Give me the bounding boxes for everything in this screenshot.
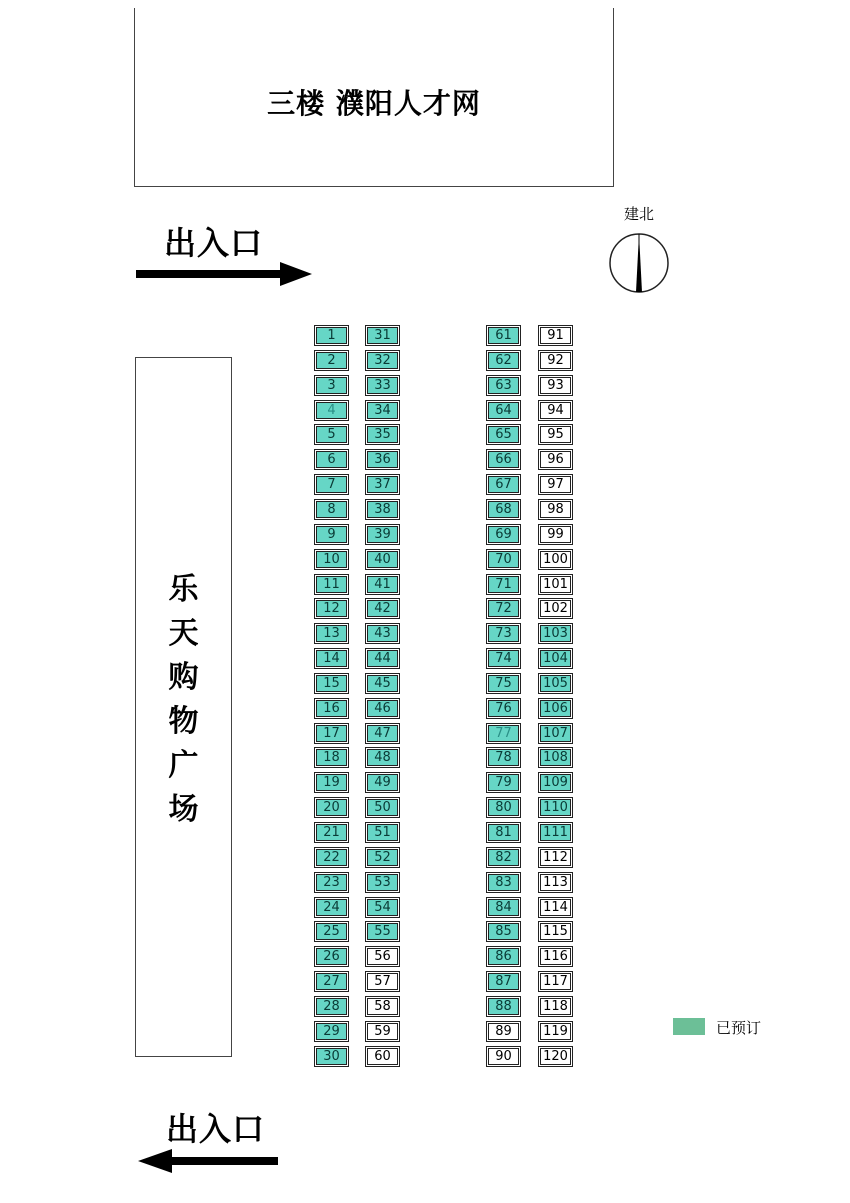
booth-115: 115 [540, 923, 571, 940]
booth-13: 13 [316, 625, 347, 642]
booth-117: 117 [540, 973, 571, 990]
booth-116: 116 [540, 948, 571, 965]
arrow-left-icon [138, 1149, 280, 1173]
booth-94: 94 [540, 402, 571, 419]
booth-39: 39 [367, 526, 398, 543]
booth-47: 47 [367, 725, 398, 742]
booth-6: 6 [316, 451, 347, 468]
booth-83: 83 [488, 874, 519, 891]
booth-46: 46 [367, 700, 398, 717]
booth-7: 7 [316, 476, 347, 493]
booth-77: 77 [488, 725, 519, 742]
booth-34: 34 [367, 402, 398, 419]
booth-111: 111 [540, 824, 571, 841]
booth-67: 67 [488, 476, 519, 493]
booth-75: 75 [488, 675, 519, 692]
booth-106: 106 [540, 700, 571, 717]
booth-76: 76 [488, 700, 519, 717]
booth-72: 72 [488, 600, 519, 617]
booth-27: 27 [316, 973, 347, 990]
booth-25: 25 [316, 923, 347, 940]
booth-92: 92 [540, 352, 571, 369]
top-hall-label: 三楼 濮阳人才网 [267, 87, 481, 120]
booth-59: 59 [367, 1023, 398, 1040]
booth-118: 118 [540, 998, 571, 1015]
booth-35: 35 [367, 426, 398, 443]
booth-36: 36 [367, 451, 398, 468]
booth-86: 86 [488, 948, 519, 965]
booth-65: 65 [488, 426, 519, 443]
booth-8: 8 [316, 501, 347, 518]
booth-32: 32 [367, 352, 398, 369]
booth-52: 52 [367, 849, 398, 866]
booth-100: 100 [540, 551, 571, 568]
booth-9: 9 [316, 526, 347, 543]
booth-96: 96 [540, 451, 571, 468]
booth-28: 28 [316, 998, 347, 1015]
booth-108: 108 [540, 749, 571, 766]
booth-63: 63 [488, 377, 519, 394]
booth-107: 107 [540, 725, 571, 742]
booth-16: 16 [316, 700, 347, 717]
mall-label-text: 乐天购物广场 [168, 572, 199, 827]
booth-50: 50 [367, 799, 398, 816]
booth-33: 33 [367, 377, 398, 394]
booth-84: 84 [488, 899, 519, 916]
booth-69: 69 [488, 526, 519, 543]
booth-61: 61 [488, 327, 519, 344]
booth-14: 14 [316, 650, 347, 667]
booth-23: 23 [316, 874, 347, 891]
booth-2: 2 [316, 352, 347, 369]
booth-19: 19 [316, 774, 347, 791]
booth-41: 41 [367, 576, 398, 593]
booth-114: 114 [540, 899, 571, 916]
booth-102: 102 [540, 600, 571, 617]
booth-80: 80 [488, 799, 519, 816]
booth-5: 5 [316, 426, 347, 443]
booth-104: 104 [540, 650, 571, 667]
compass-label: 建北 [623, 205, 654, 223]
booth-120: 120 [540, 1048, 571, 1065]
booth-82: 82 [488, 849, 519, 866]
booth-42: 42 [367, 600, 398, 617]
booth-51: 51 [367, 824, 398, 841]
entrance-top-label: 出入口 [164, 224, 264, 262]
booth-44: 44 [367, 650, 398, 667]
booth-53: 53 [367, 874, 398, 891]
booth-81: 81 [488, 824, 519, 841]
booth-112: 112 [540, 849, 571, 866]
booth-97: 97 [540, 476, 571, 493]
booth-22: 22 [316, 849, 347, 866]
booth-48: 48 [367, 749, 398, 766]
booth-88: 88 [488, 998, 519, 1015]
booth-55: 55 [367, 923, 398, 940]
booth-71: 71 [488, 576, 519, 593]
booth-73: 73 [488, 625, 519, 642]
booth-20: 20 [316, 799, 347, 816]
booth-49: 49 [367, 774, 398, 791]
booth-119: 119 [540, 1023, 571, 1040]
booth-54: 54 [367, 899, 398, 916]
booth-62: 62 [488, 352, 519, 369]
booth-31: 31 [367, 327, 398, 344]
booth-74: 74 [488, 650, 519, 667]
booth-78: 78 [488, 749, 519, 766]
booth-79: 79 [488, 774, 519, 791]
booth-26: 26 [316, 948, 347, 965]
booth-89: 89 [488, 1023, 519, 1040]
booth-12: 12 [316, 600, 347, 617]
booth-87: 87 [488, 973, 519, 990]
booth-58: 58 [367, 998, 398, 1015]
booth-29: 29 [316, 1023, 347, 1040]
booth-43: 43 [367, 625, 398, 642]
booth-66: 66 [488, 451, 519, 468]
booth-56: 56 [367, 948, 398, 965]
booth-37: 37 [367, 476, 398, 493]
booth-113: 113 [540, 874, 571, 891]
booth-10: 10 [316, 551, 347, 568]
booth-18: 18 [316, 749, 347, 766]
legend-booked-swatch [673, 1018, 705, 1035]
booth-30: 30 [316, 1048, 347, 1065]
booth-38: 38 [367, 501, 398, 518]
legend-booked-label: 已预订 [716, 1019, 762, 1037]
booth-101: 101 [540, 576, 571, 593]
booth-70: 70 [488, 551, 519, 568]
booth-11: 11 [316, 576, 347, 593]
booth-21: 21 [316, 824, 347, 841]
booth-91: 91 [540, 327, 571, 344]
booth-40: 40 [367, 551, 398, 568]
booth-98: 98 [540, 501, 571, 518]
booth-95: 95 [540, 426, 571, 443]
booth-68: 68 [488, 501, 519, 518]
booth-57: 57 [367, 973, 398, 990]
booth-105: 105 [540, 675, 571, 692]
booth-4: 4 [316, 402, 347, 419]
booth-17: 17 [316, 725, 347, 742]
booth-45: 45 [367, 675, 398, 692]
booth-64: 64 [488, 402, 519, 419]
booth-15: 15 [316, 675, 347, 692]
booth-24: 24 [316, 899, 347, 916]
booth-99: 99 [540, 526, 571, 543]
booth-109: 109 [540, 774, 571, 791]
booth-3: 3 [316, 377, 347, 394]
booth-93: 93 [540, 377, 571, 394]
booth-60: 60 [367, 1048, 398, 1065]
booth-103: 103 [540, 625, 571, 642]
booth-110: 110 [540, 799, 571, 816]
booth-90: 90 [488, 1048, 519, 1065]
booth-85: 85 [488, 923, 519, 940]
booth-1: 1 [316, 327, 347, 344]
entrance-bottom-label: 出入口 [166, 1110, 266, 1148]
